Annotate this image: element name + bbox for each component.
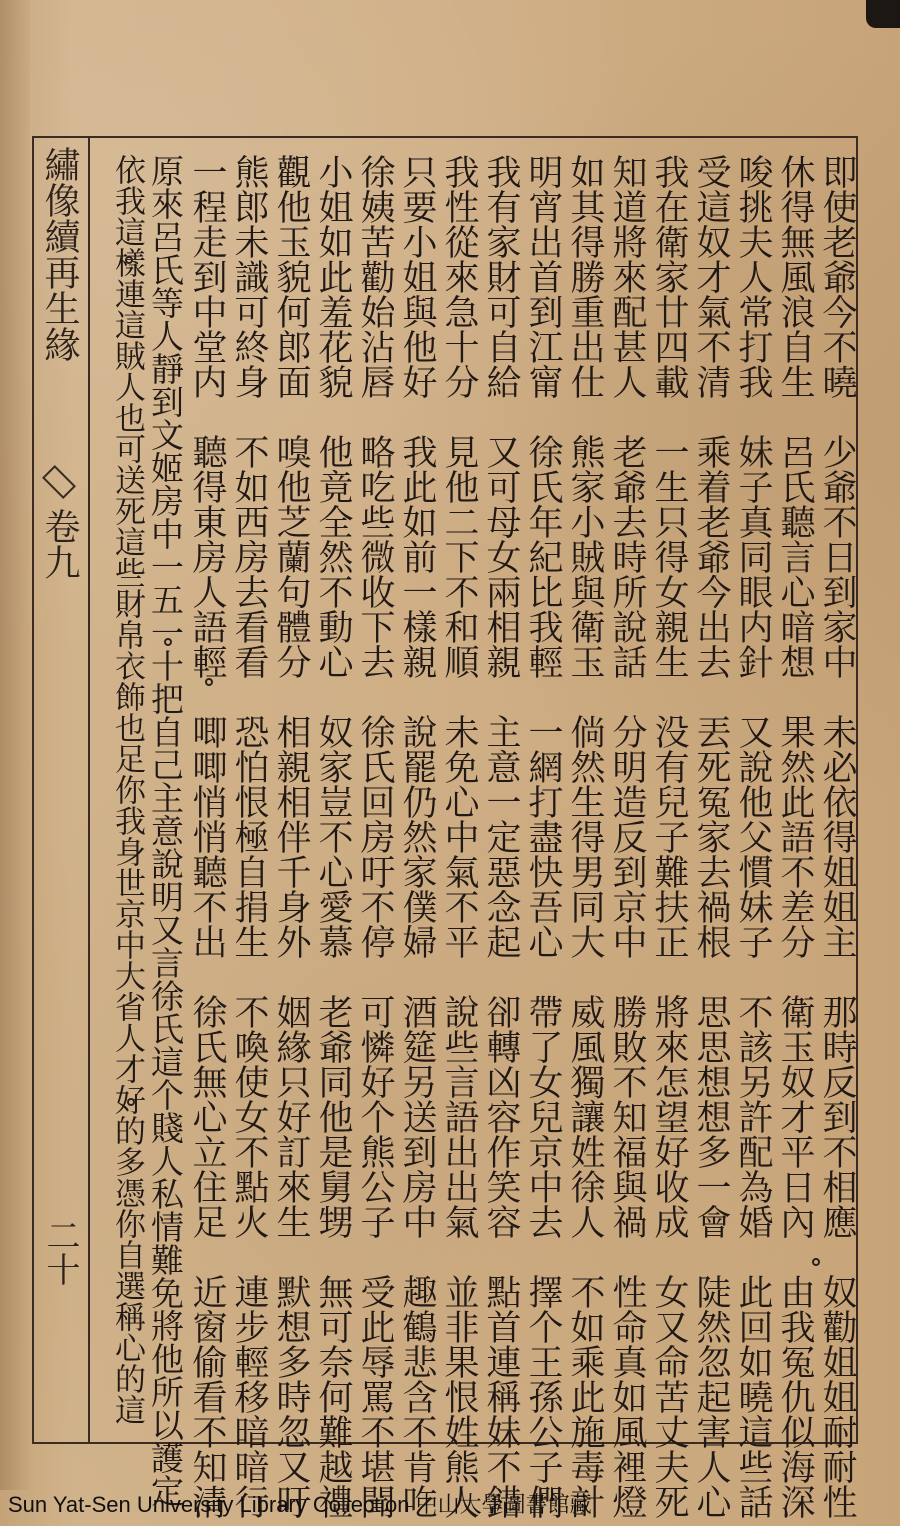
fishtail-mark [42,465,76,499]
book-spine-edge [0,0,30,1490]
folio-number: 二十 [40,1218,80,1286]
text-column: 受這奴才氣不清 乘着老爺今出去 丟死冤家去禍根 思思想想多一會 陡然忽起害人心 [691,154,731,1519]
library-credit: Sun Yat-Sen University Library Collection 中山大學圖書館藏 [8,1492,592,1517]
punctuation-circle [812,1258,820,1266]
text-column: 即使老爺今不曉 少爺不日到家中 未必依得姐姐主 那時反到不相應 奴勸姐姐耐耐性 [817,154,857,1519]
punctuation-circle [127,1098,135,1106]
punctuation-circle [205,678,213,686]
text-column: 明宵出首到江甯 徐氏年紀比我輕 一網打盡快吾心 帶了女兒京中去 擇个王孫公子們 [523,154,563,1519]
text-column: 如其得勝重出仕 熊家小賊與衛玉 倘然生得男同大 威風獨讓姓徐人 不如乘此施毒計 [565,154,605,1519]
text-column: 我有家財可自給 又可母女兩相親 主意一定惡念起 卻轉凶容作笑容 點首連稱妹不錯 [481,154,521,1519]
text-column: 知道將來配甚人 老爺去時所說話 分明造反到京中 勝敗不知福與禍 性命真如風裡燈 [607,154,647,1519]
text-column: 一程走到中堂内 聽得東房人語輕 唧唧悄悄聽不出 徐氏無心立住足 近窗偷看不知清 [187,154,227,1519]
text-column: 原來呂氏等人靜到文姬房中一五一十把自己主意說明又言徐氏這个賤人私情難免將他所以護定 [146,154,185,1507]
volume-label: 卷九 [39,508,80,580]
text-column: 我性從來急十分 見他二下不和順 未免心中氣不平 說些言語出出氣 並非果恨姓熊人 [439,154,479,1519]
punctuation-circle [164,638,172,646]
scan-corner-shadow [866,0,900,28]
text-column: 依我這樣連這賊人也可送死這些財帛衣飾也足你我身世京中大省人才好的多憑你自選稱心的這 [109,154,145,1425]
gutter-column [34,138,90,1442]
text-column: 唆挑夫人常打我 妹子真同眼内針 又說他父慣妹子 不該另許配為婚 此回如曉這些話 [733,154,773,1519]
punctuation-circle [125,256,133,264]
text-column: 我在衛家廿四載 一生只得女親生 没有兒子難扶正 將來怎望好收成 女又命苦丈夫死 [649,154,689,1519]
text-column: 休得無風浪自生 呂氏聽言心暗想 果然此語不差分 衛玉奴才平日內 由我冤仇似海深 [775,154,815,1519]
text-column: 觀他玉貌何郎面 嗅他芝蘭句體分 相親相伴千身外 姻緣只好訂來生 默想多時忽又吁 [271,154,311,1519]
text-column: 徐姨苦勸始沾唇 略吃些微收下去 徐氏回房吁不停 可憐好个熊公子 受此辱罵不堪聞 [355,154,395,1519]
text-column: 熊郎未識可終身 不如西房去看看 恐怕恨極自捐生 不喚使女不點火 連步輕移暗暗行 [229,154,269,1519]
text-column: 只要小姐與他好 我此如前一樣親 說罷仍然家僕婦 酒筵另送到房中 趣鶴悲含不肯吃 [397,154,437,1519]
book-title: 繡像續再生緣 [39,146,80,362]
text-column: 小姐如此羞花貌 他竟全然不動心 奴家豈不心愛慕 老爺同他是舅甥 無可奈何難越禮 [313,154,353,1519]
